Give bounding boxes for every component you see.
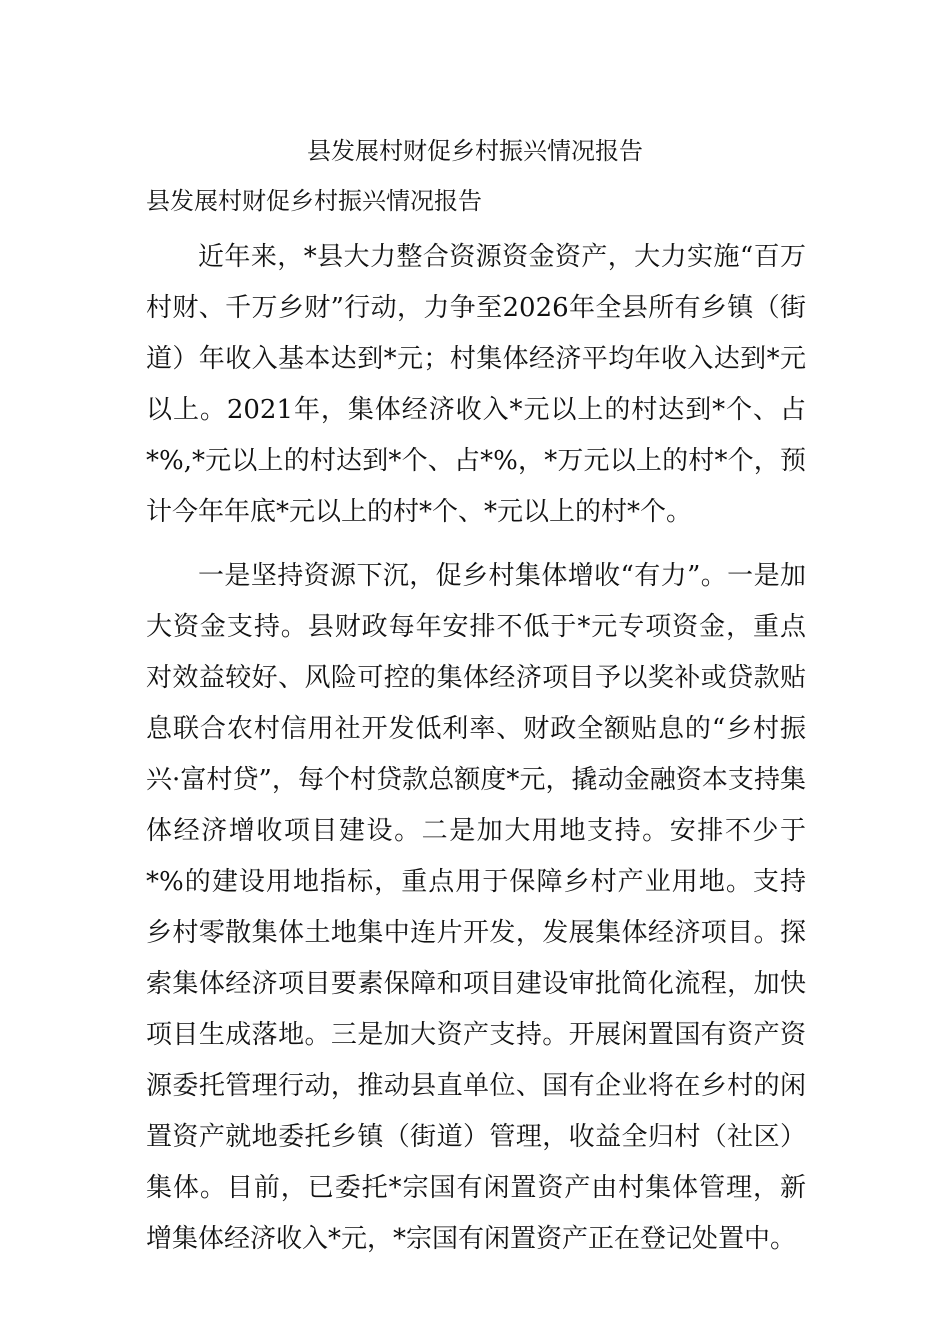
paragraph-intro: 近年来，*县大力整合资源资金资产，大力实施“百万村财、千万乡财”行动，力争至2026年全县所有乡镇（街道）年收入基本达到*元；村集体经济平均年收入达到*元以上。2021年，集体经济收入*元以上的村达到*个、占*%,*元以上的村达到*个、占*%，*万元以上的村*个，预计今年年底*元以上的村*个、*元以上的村*个。 <box>146 242 806 527</box>
document-body <box>146 181 806 1265</box>
paragraph-resources: 一是坚持资源下沉，促乡村集体增收“有力”。一是加大资金支持。县财政每年安排不低于*元专项资金，重点对效益较好、风险可控的集体经济项目予以奖补或贷款贴息联合农村信用社开发低利率、财政全额贴息的“乡村振兴·富村贷”，每个村贷款总额度*元，撬动金融资本支持集体经济增收项目建设。二是加大用地支持。安排不少于*%的建设用地指标，重点用于保障乡村产业用地。支持乡村零散集体土地集中连片开发，发展集体经济项目。探索集体经济项目要素保障和项目建设审批简化流程，加快项目生成落地。三是加大资产支持。开展闲置国有资产资源委托管理行动，推动县直单位、国有企业将在乡村的闲置资产就地委托乡镇（街道）管理，收益全归村（社区）集体。目前，已委托*宗国有闲置资产由村集体管理，新增集体经济收入*元，*宗国有闲置资产正在登记处置中。 <box>146 561 806 1254</box>
document-title: 县发展村财促乡村振兴情况报告 <box>307 137 643 165</box>
document-subtitle: 县发展村财促乡村振兴情况报告 <box>146 187 482 215</box>
